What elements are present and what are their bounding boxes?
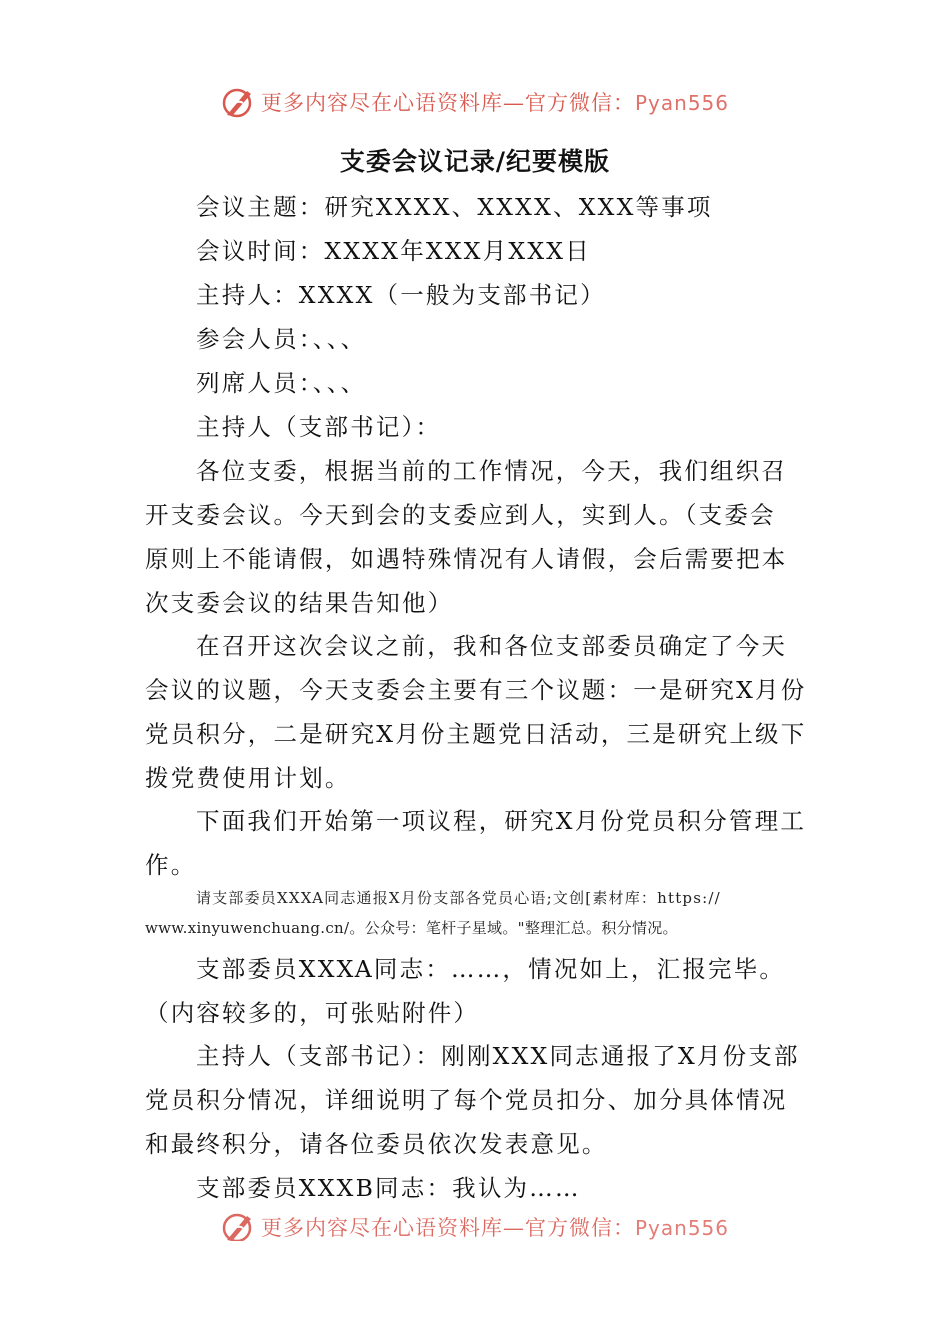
paragraph-line: 下面我们开始第一项议程，研究X月份党员积分管理工 (196, 807, 807, 835)
small-note-line: www.xinyuwenchuang.cn/。公众号：笔杆子星域。"整理汇总。积分情况。 (145, 919, 678, 937)
paragraph-line: 拨党费使用计划。 (145, 764, 351, 792)
watermark-text: 更多内容尽在心语资料库—官方微信：Pyan556 (260, 91, 729, 115)
host-speaker-label: 主持人（支部书记）： (196, 413, 442, 441)
paragraph-line: 开支委会议。今天到会的支委应到人，实到人。（支委会 (145, 501, 776, 529)
observers: 列席人员：、、、 (196, 369, 367, 397)
watermark-banner-top (0, 80, 950, 124)
paragraph-line: 各位支委，根据当前的工作情况，今天，我们组织召 (196, 457, 788, 485)
watermark-text: 更多内容尽在心语资料库—官方微信：Pyan556 (260, 1216, 729, 1240)
paragraph-line: （内容较多的，可张贴附件） (145, 999, 480, 1027)
paragraph-line: 会议的议题，今天支委会主要有三个议题：一是研究X月份 (145, 676, 807, 704)
document-title: 支委会议记录/纪要模版 (339, 147, 611, 176)
paragraph-line: 原则上不能请假，如遇特殊情况有人请假，会后需要把本 (145, 545, 788, 573)
meeting-topic: 会议主题：研究XXXX、XXXX、XXX等事项 (196, 193, 713, 221)
small-note-line: 请支部委员XXXA同志通报X月份支部各党员心语;文创[素材库：https:// (196, 889, 721, 907)
watermark-banner-bottom (0, 1201, 950, 1241)
paragraph-line: 支部委员XXXA同志：……，情况如上，汇报完毕。 (196, 955, 786, 983)
paragraph-line: 主持人（支部书记）：刚刚XXX同志通报了X月份支部 (196, 1042, 800, 1070)
paragraph-line: 党员积分，二是研究X月份主题党日活动，三是研究上级下 (145, 720, 807, 748)
pen-logo-icon (221, 1210, 255, 1241)
paragraph-line: 和最终积分，请各位委员依次发表意见。 (145, 1130, 608, 1158)
paragraph-line: 作。 (145, 851, 197, 879)
paragraph-line: 党员积分情况，详细说明了每个党员扣分、加分具体情况 (145, 1086, 788, 1114)
attendees: 参会人员：、、、 (196, 325, 367, 353)
pen-logo-icon (221, 85, 255, 119)
meeting-time: 会议时间：XXXX年XXX月XXX日 (196, 237, 591, 265)
meeting-host: 主持人：XXXX（一般为支部书记） (196, 281, 606, 309)
paragraph-line: 次支委会议的结果告知他） (145, 589, 454, 617)
paragraph-line: 支部委员XXXB同志：我认为…… (196, 1174, 581, 1202)
paragraph-line: 在召开这次会议之前，我和各位支部委员确定了今天 (196, 632, 788, 660)
